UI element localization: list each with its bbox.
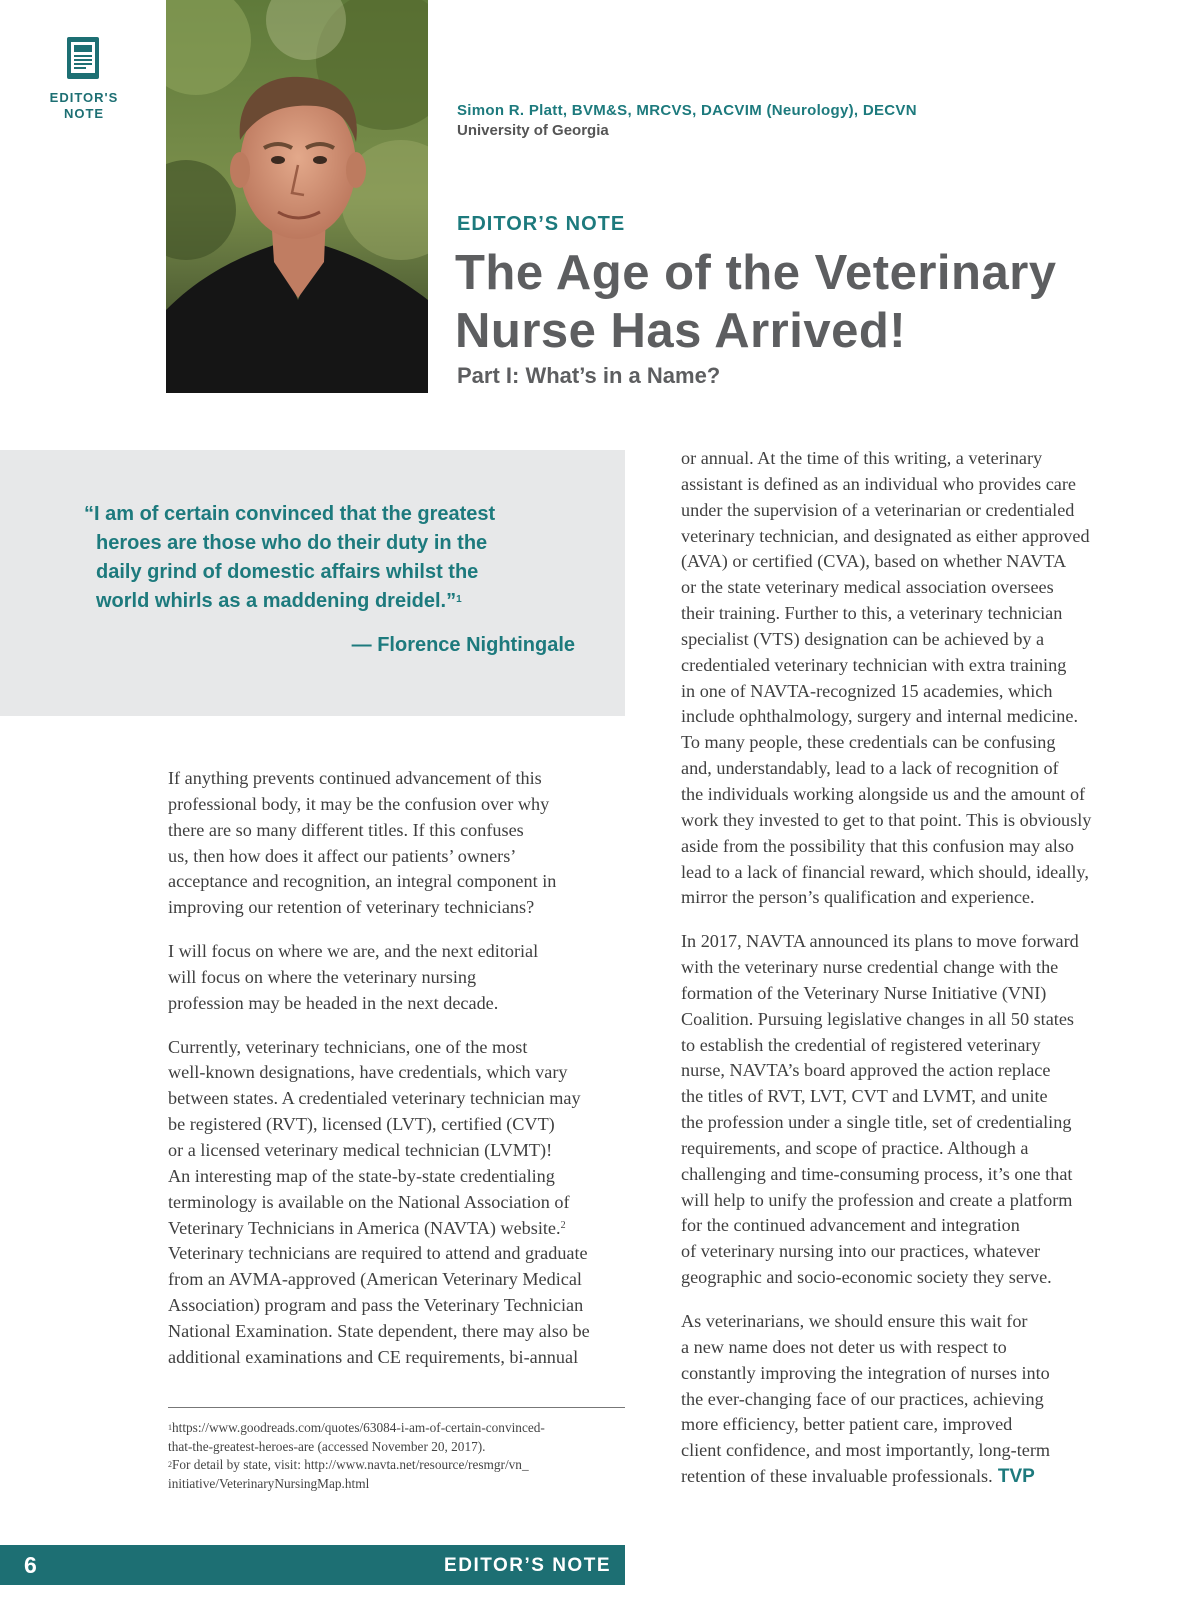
text-line: professional body, it may be the confusion over why — [168, 793, 550, 814]
text-line: or annual. At the time of this writing, a veterinary — [681, 448, 1043, 468]
text-line: constantly improving the integration of nurses into — [681, 1362, 1050, 1383]
paragraph — [681, 1309, 1151, 1490]
paragraph — [168, 1035, 628, 1371]
text-line: in one of NAVTA-recognized 15 academies, which — [681, 680, 1053, 701]
section-label-line2: NOTE — [63, 106, 105, 121]
text-line: more efficiency, better patient care, improved — [681, 1414, 1013, 1435]
end-logo: TVP — [992, 1466, 1035, 1488]
author-affiliation: University of Georgia — [457, 122, 609, 139]
text-line: the titles of RVT, LVT, CVT and LVMT, and unite — [681, 1086, 1048, 1107]
text-line: under the supervision of a veterinarian or credentialed — [681, 499, 1075, 520]
text-line: Currently, veterinary technicians, one of the most — [168, 1036, 528, 1057]
text-line: from an AVMA-approved (American Veterinary Medical — [168, 1269, 582, 1290]
text-line: lead to a lack of financial reward, which should, ideally, — [681, 861, 1089, 882]
quote-footnote-ref[interactable]: 1 — [456, 594, 462, 605]
footnote-line[interactable]: that-the-greatest-heroes-are (accessed November 20, 2017). — [168, 1438, 486, 1454]
paragraph — [681, 929, 1151, 1291]
text-line: An interesting map of the state-by-state credentialing — [168, 1165, 555, 1186]
text-line: their training. Further to this, a veterinary technician — [681, 603, 1063, 624]
paragraph — [168, 939, 628, 1017]
text-line: specialist (VTS) designation can be achieved by a — [681, 628, 1045, 649]
text-line: will focus on where the veterinary nursing — [168, 966, 477, 987]
document-icon — [66, 36, 100, 80]
article-subtitle: Part I: What’s in a Name? — [457, 363, 721, 388]
text-line: and, understandably, lead to a lack of recognition of — [681, 758, 1059, 779]
footnote-text[interactable]: https://www.goodreads.com/quotes/63084-i-am-of-certain-convinced- — [172, 1420, 545, 1435]
text-line: be registered (RVT), licensed (LVT), certified (CVT) — [168, 1114, 555, 1135]
author-name: Simon R. Platt, BVM&S, MRCVS, DACVIM (Neurology), DECVN — [457, 102, 917, 119]
text-line: us, then how does it affect our patients’ owners’ — [168, 845, 517, 866]
quote-line: “I am of certain convinced that the greatest — [84, 503, 496, 525]
footnote-number: 2 — [168, 1460, 172, 1470]
section-label — [40, 90, 128, 122]
text-line: or a licensed veterinary medical technician (LVMT)! — [168, 1139, 553, 1160]
text-line: will help to unify the profession and create a platform — [681, 1189, 1073, 1210]
text-line: client confidence, and most importantly, long-term — [681, 1440, 1051, 1461]
text-line: the individuals working alongside us and the amount of — [681, 783, 1086, 804]
author-photo — [166, 0, 428, 393]
text-line: Coalition. Pursuing legislative changes in all 50 states — [681, 1008, 1074, 1029]
footnotes — [168, 1419, 628, 1493]
quote-line: daily grind of domestic affairs whilst the — [96, 561, 479, 583]
title-line-1: The Age of the Veterinary — [455, 246, 1057, 300]
text-line: profession may be headed in the next decade. — [168, 992, 499, 1013]
text-line: requirements, and scope of practice. Although a — [681, 1137, 1029, 1158]
text-line: additional examinations and CE requirements, bi-annual — [168, 1346, 579, 1367]
text-line: or the state veterinary medical association oversees — [681, 577, 1054, 598]
text-line: Veterinary technicians are required to attend and graduate — [168, 1243, 588, 1264]
paragraph — [168, 766, 628, 921]
footnote — [168, 1419, 628, 1456]
text-line: with the veterinary nurse credential change with the — [681, 957, 1059, 978]
footnote-ref[interactable]: 2 — [560, 1219, 566, 1231]
text-line: If anything prevents continued advancement of this — [168, 768, 542, 788]
page-number: 6 — [24, 1552, 37, 1578]
text-line: improving our retention of veterinary technicians? — [168, 897, 535, 918]
text-line: mirror the person’s qualification and experience. — [681, 887, 1035, 908]
paragraph — [681, 446, 1151, 911]
text-line: National Examination. State dependent, there may also be — [168, 1320, 590, 1341]
section-label-line1: EDITOR'S — [49, 90, 119, 105]
text-line: geographic and socio-economic society they serve. — [681, 1267, 1052, 1288]
article-title — [455, 244, 1155, 360]
text-line: I will focus on where we are, and the next editorial — [168, 941, 539, 962]
text-line: a new name does not deter us with respect to — [681, 1336, 1007, 1357]
text-line: To many people, these credentials can be confusing — [681, 732, 1056, 753]
quote-line: heroes are those who do their duty in the — [96, 532, 488, 554]
text-line: work they invested to get to that point. This is obviously — [681, 809, 1092, 830]
footnote-text[interactable]: For detail by state, visit: http://www.navta.net/resource/resmgr/vn_ — [172, 1457, 529, 1473]
text-line: the ever-changing face of our practices, achieving — [681, 1388, 1044, 1409]
text-line: of veterinary nursing into our practices, whatever — [681, 1241, 1041, 1262]
body-column-left — [168, 766, 628, 1389]
title-line-2: Nurse Has Arrived! — [455, 304, 907, 358]
text-line: In 2017, NAVTA announced its plans to move forward — [681, 931, 1079, 952]
text-line: challenging and time-consuming process, it’s one that — [681, 1163, 1073, 1184]
text-line: credentialed veterinary technician with extra training — [681, 654, 1067, 675]
text-line: As veterinarians, we should ensure this wait for — [681, 1311, 1028, 1331]
pull-quote-text — [84, 500, 574, 616]
text-line: nurse, NAVTA’s board approved the action replace — [681, 1060, 1051, 1081]
text-line: Veterinary Technicians in America (NAVTA) website.$^2$ — [168, 1217, 566, 1238]
footnote-number: 1 — [168, 1423, 172, 1432]
text-line: there are so many different titles. If this confuses — [168, 819, 524, 840]
quote-line: world whirls as a maddening dreidel.” — [96, 590, 457, 612]
pull-quote-box — [0, 450, 625, 716]
text-line: between states. A credentialed veterinary technician may — [168, 1088, 581, 1109]
text-line: the profession under a single title, set of credentialing — [681, 1112, 1072, 1133]
text-line: formation of the Veterinary Nurse Initiative (VNI) — [681, 982, 1047, 1003]
text-line: terminology is available on the National Association of — [168, 1191, 570, 1212]
text-line: acceptance and recognition, an integral component in — [168, 871, 557, 892]
text-line: Association) program and pass the Veterinary Technician — [168, 1295, 584, 1316]
text-line: to establish the credential of registered veterinary — [681, 1034, 1041, 1055]
footer-section-label: EDITOR’S NOTE — [444, 1555, 611, 1576]
text-line: (AVA) or certified (CVA), based on whether NAVTA — [681, 551, 1067, 572]
footnote-line[interactable] — [168, 1456, 628, 1475]
text-line: well-known designations, have credentials, which vary — [168, 1062, 568, 1083]
footnote-line[interactable] — [168, 1419, 628, 1438]
footnote-divider — [168, 1407, 625, 1408]
quote-attribution: — Florence Nightingale — [351, 634, 575, 656]
footnote-line[interactable]: initiative/VeterinaryNursingMap.html — [168, 1475, 370, 1491]
article-kicker: EDITOR’S NOTE — [457, 213, 626, 235]
footer-bar — [0, 1545, 625, 1585]
body-column-right — [681, 446, 1151, 1508]
text-line: assistant is defined as an individual who provides care — [681, 473, 1076, 494]
text-line: include ophthalmology, surgery and internal medicine. — [681, 706, 1078, 727]
footnote — [168, 1456, 628, 1493]
text-line: aside from the possibility that this confusion may also — [681, 835, 1075, 856]
text-line: retention of these invaluable professionals. TVP — [681, 1466, 1035, 1488]
text-line: veterinary technician, and designated as either approved — [681, 525, 1090, 546]
text-line: for the continued advancement and integration — [681, 1215, 1020, 1236]
